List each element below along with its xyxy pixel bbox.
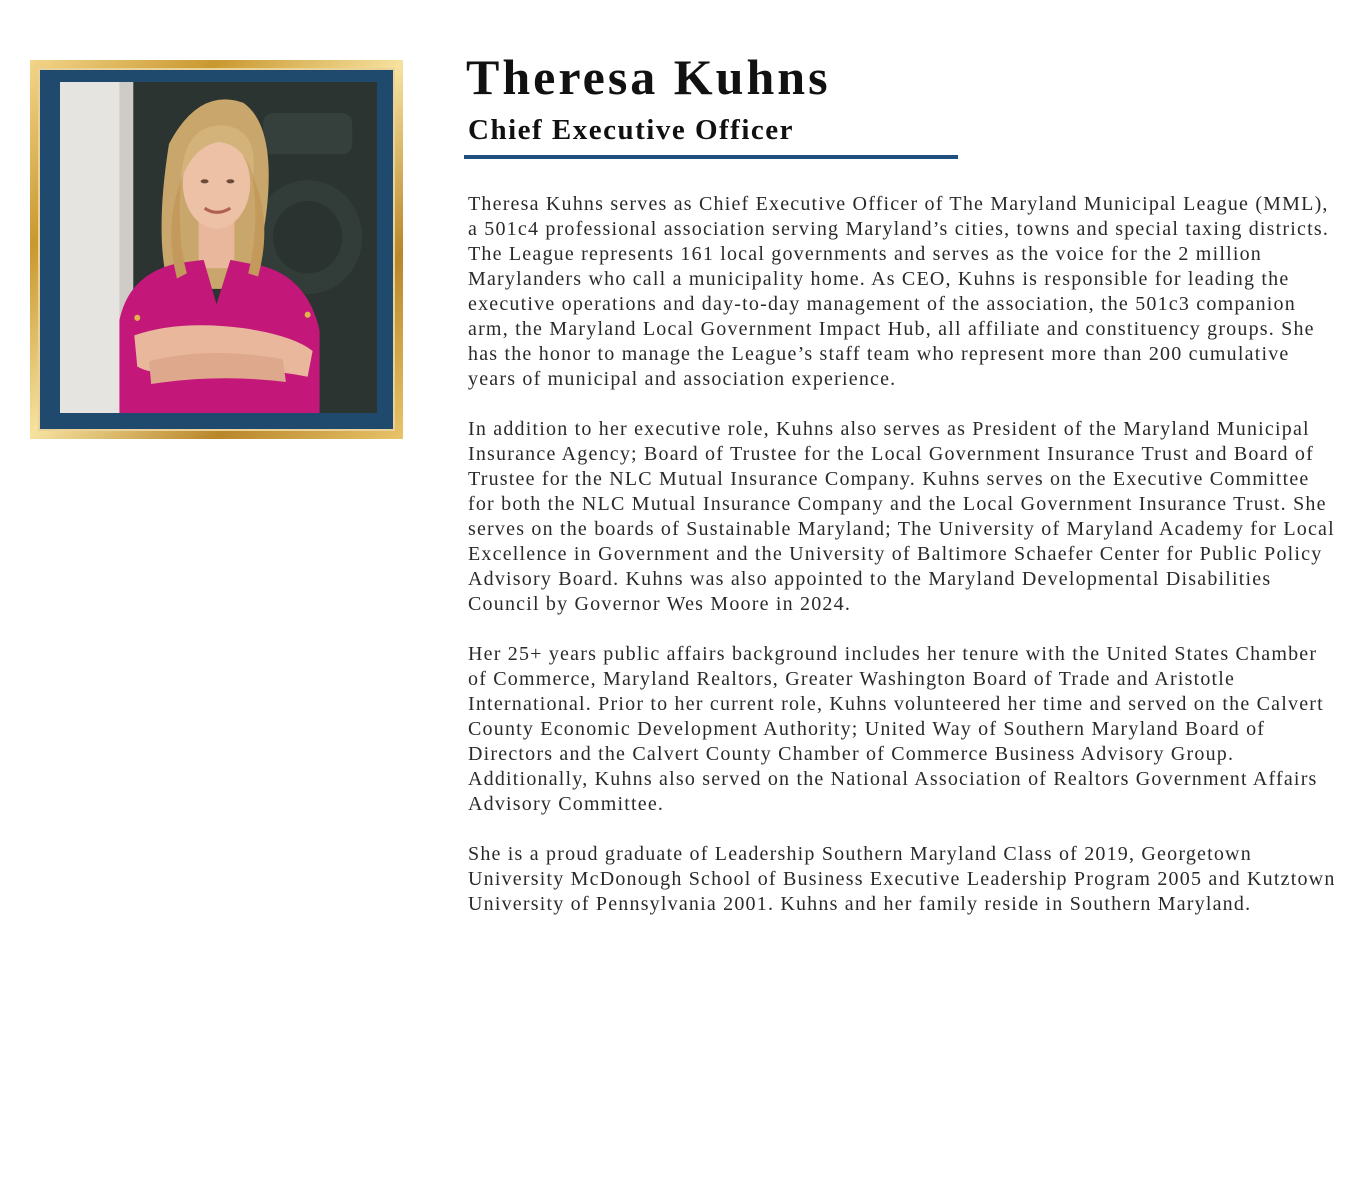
bio-section: [468, 192, 1338, 942]
profile-name: Theresa Kuhns: [466, 49, 831, 105]
portrait-illustration: [60, 82, 377, 413]
bio-paragraph-3: Her 25+ years public affairs background includes her tenure with the United States Chamber of Commerce, Maryland Realtors, Greater Washington Board of Trade and Aristotle International. Prior to her current role, Kuhns volunteered her time and served on the Calvert County Economic Development Authority; United Way of Southern Maryland Board of Directors and the Calvert County Chamber of Commerce Business Advisory Group. Additionally, Kuhns also served on the National Association of Realtors Government Affairs Advisory Committee.: [468, 643, 1324, 815]
portrait-photo: [60, 82, 377, 413]
bio-paragraph-4: She is a proud graduate of Leadership Southern Maryland Class of 2019, Georgetown University McDonough School of Business Executive Leadership Program 2005 and Kutztown University of Pennsylvania 2001. Kuhns and her family reside in Southern Maryland.: [468, 843, 1336, 915]
bio-paragraph-2: In addition to her executive role, Kuhns also serves as President of the Maryland Municipal Insurance Agency; Board of Trustee for the Local Government Insurance Trust and Board of Trustee for the NLC Mutual Insurance Company. Kuhns serves on the Executive Committee for both the NLC Mutual Insurance Company and the Local Government Insurance Trust. She serves on the boards of Sustainable Maryland; The University of Maryland Academy for Local Excellence in Government and the University of Baltimore Schaefer Center for Public Policy Advisory Board. Kuhns was also appointed to the Maryland Developmental Disabilities Council by Governor Wes Moore in 2024.: [468, 418, 1335, 615]
title-underline: [464, 155, 958, 159]
bio-paragraph-1: Theresa Kuhns serves as Chief Executive Officer of The Maryland Municipal League (MML), a 501c4 professional association serving Maryland’s cities, towns and special taxing districts. The League represents 161 local governments and serves as the voice for the 2 million Marylanders who call a municipality home. As CEO, Kuhns is responsible for leading the executive operations and day-to-day management of the association, the 501c3 companion arm, the Maryland Local Government Impact Hub, all affiliate and constituency groups. She has the honor to manage the League’s staff team who represent more than 200 cumulative years of municipal and association experience.: [468, 193, 1330, 390]
portrait-frame: [30, 60, 403, 439]
portrait-mat: [38, 68, 395, 431]
profile-title: Chief Executive Officer: [468, 114, 795, 146]
